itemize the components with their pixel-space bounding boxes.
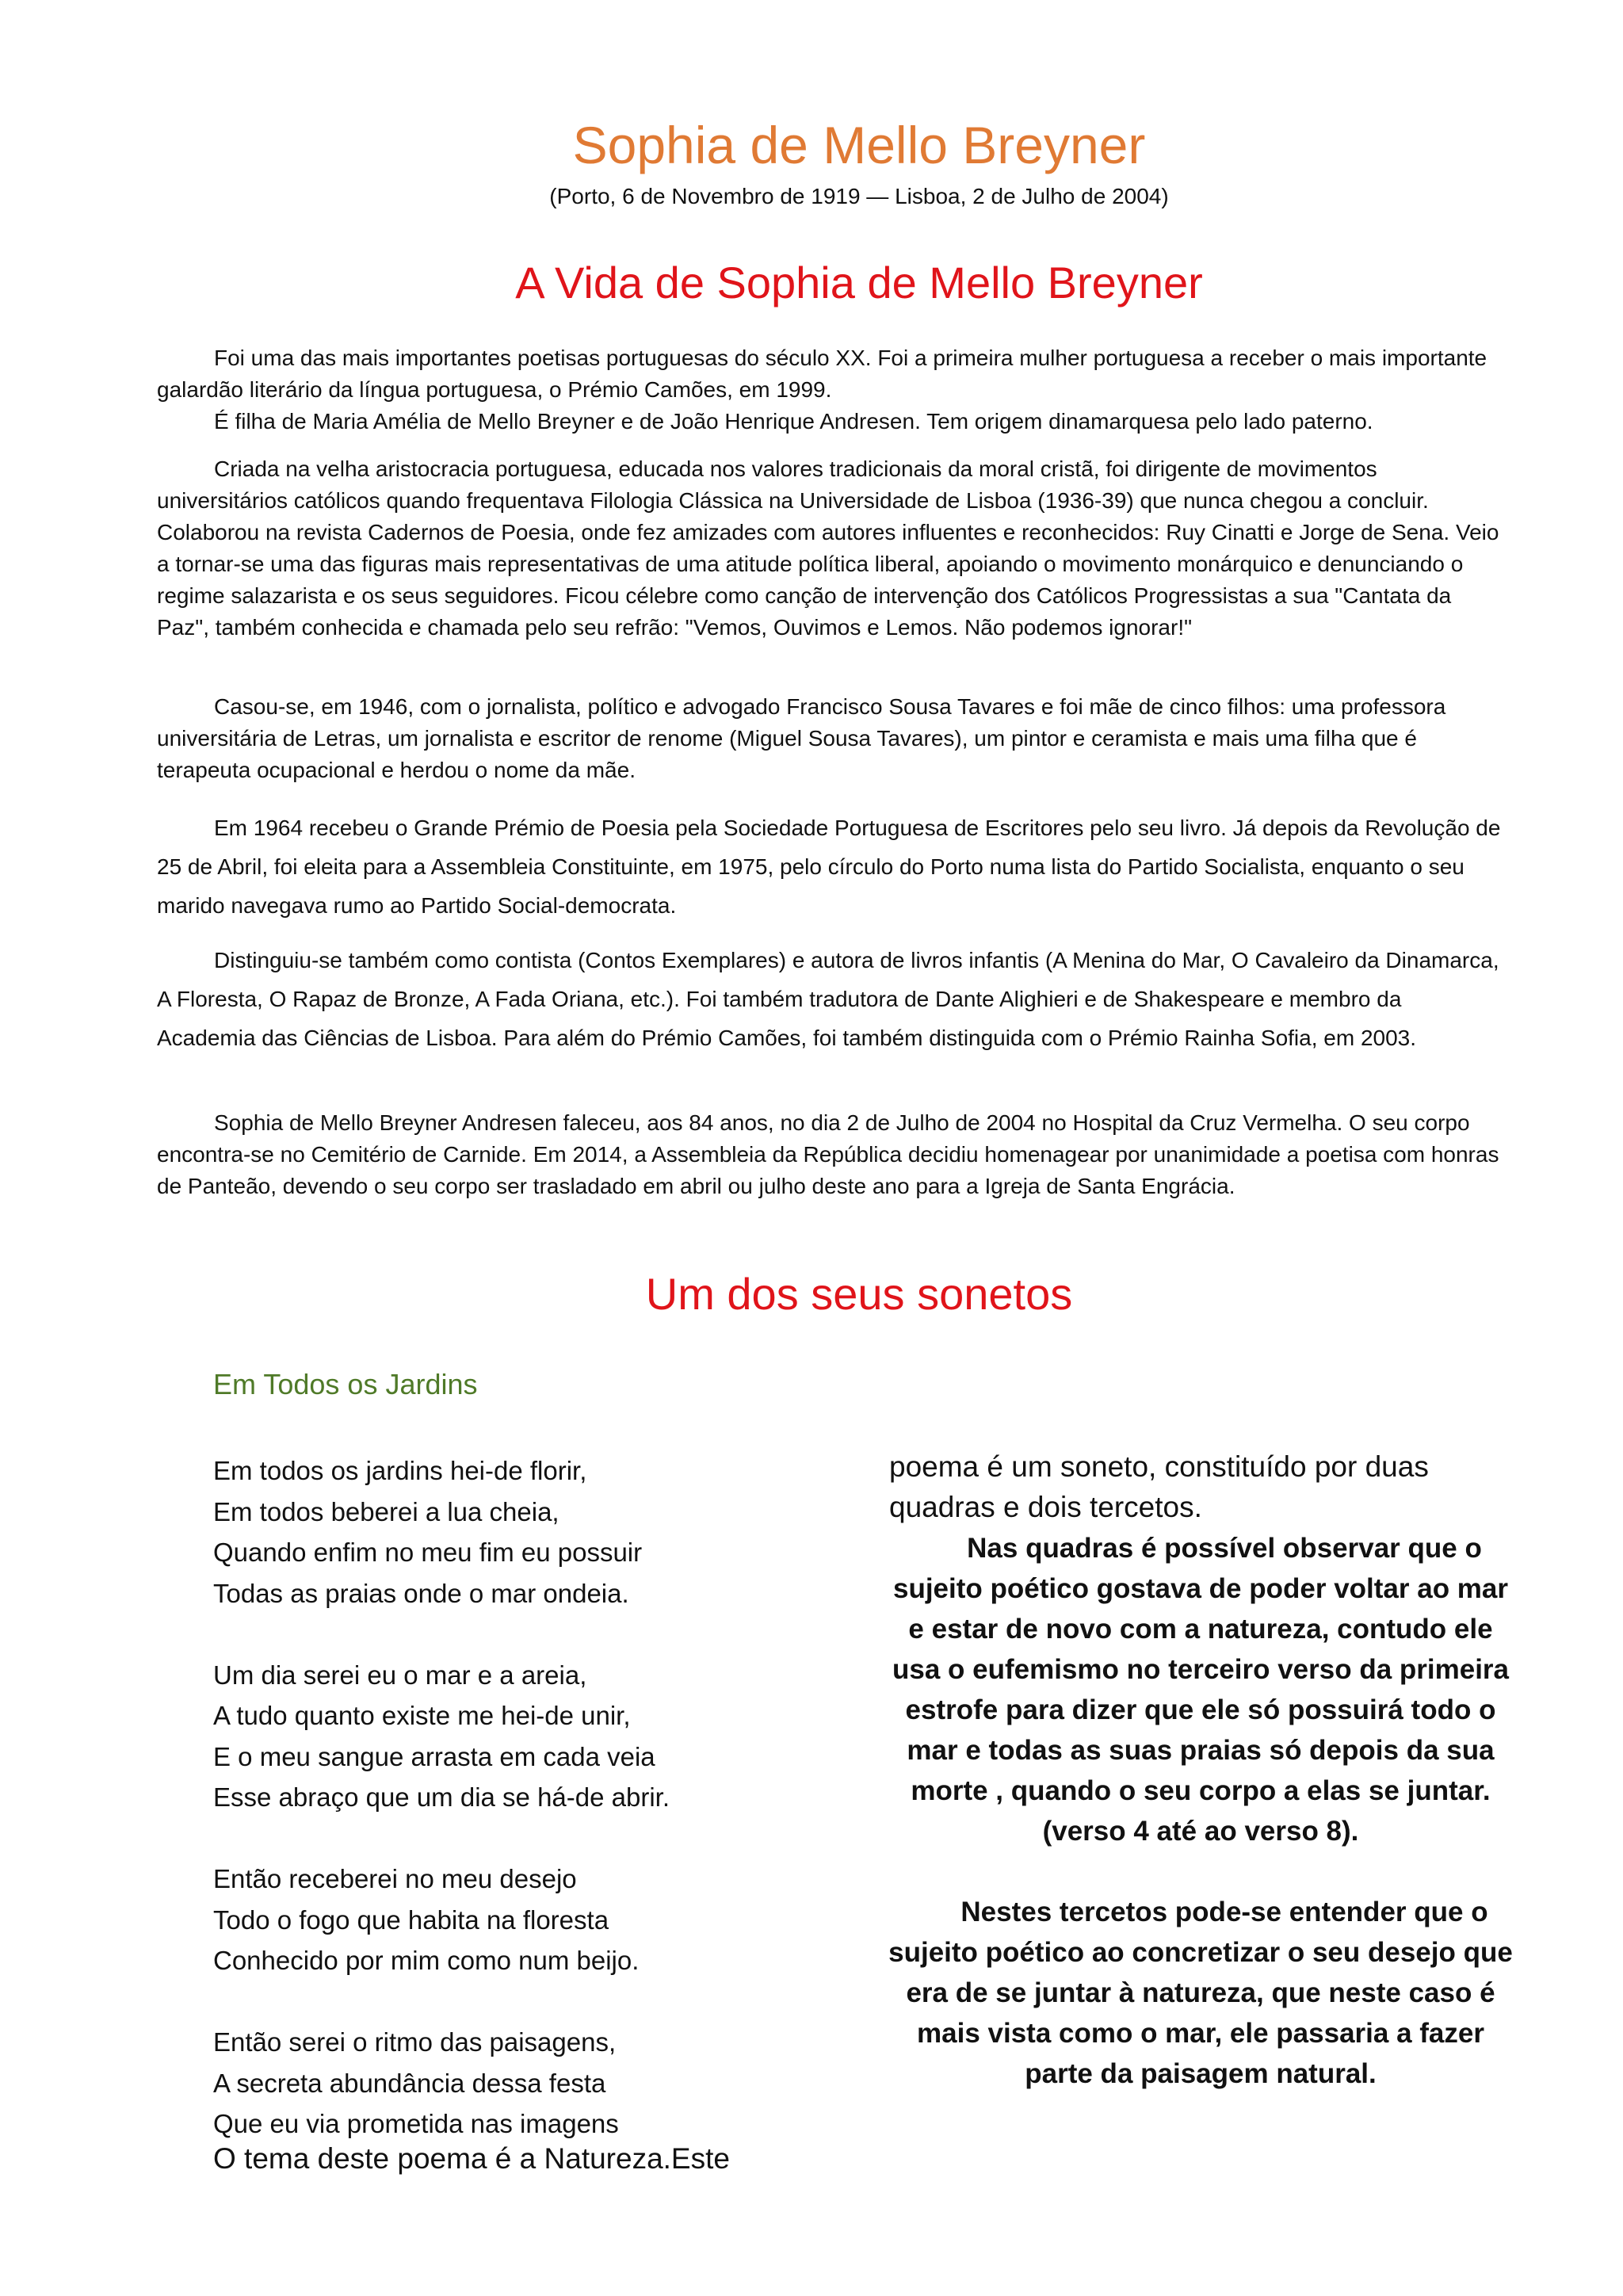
poem-verse: Um dia serei eu o mar e a areia, [213, 1660, 587, 1690]
bio-paragraph: Casou-se, em 1946, com o jornalista, político e advogado Francisco Sousa Tavares e foi mãe de cinco filhos: uma professora universitária de Letras, um jornalista e escritor de renome (Miguel Sousa Tavares), um pintor e ceramista e mais uma filha que é terapeuta ocupacional e herdou o nome da mãe. [157, 694, 1446, 782]
poem-verse: Que eu via prometida nas imagens [213, 2109, 619, 2138]
poem-verse: Em todos os jardins hei-de florir, [213, 1456, 587, 1485]
poem-body [213, 1450, 831, 2145]
bio-paragraph: É filha de Maria Amélia de Mello Breyner e de João Henrique Andresen. Tem origem dinamarquesa pelo lado paterno. [214, 409, 1373, 434]
page-subtitle: (Porto, 6 de Novembro de 1919 — Lisboa, 2 de Julho de 2004) [549, 184, 1169, 208]
poem-verse: A secreta abundância dessa festa [213, 2068, 606, 2098]
bio-paragraph: Distinguiu-se também como contista (Contos Exemplares) e autora de livros infantis (A Menina do Mar, O Cavaleiro da Dinamarca, A Floresta, O Rapaz de Bronze, A Fada Oriana, etc.). Foi também tradutora de Dante Alighieri e de Shakespeare e membro da Academia das Ciências de Lisboa. Para além do Prémio Camões, foi também distinguida com o Prémio Rainha Sofia, em 2003. [157, 948, 1499, 1050]
poem-stanza [213, 1450, 831, 1614]
page-title: Sophia de Mello Breyner [572, 116, 1146, 174]
analysis-intro: poema é um soneto, constituído por duas quadras e dois tercetos. [889, 1450, 1429, 1523]
poem-verse: Conhecido por mim como num beijo. [213, 1946, 640, 1975]
poem-title: Em Todos os Jardins [213, 1368, 478, 1400]
poem-verse: Então receberei no meu desejo [213, 1864, 577, 1893]
poem-stanza [213, 2022, 831, 2145]
poem-verse: Então serei o ritmo das paisagens, [213, 2027, 617, 2057]
analysis-paragraph: Nas quadras é possível observar que o sujeito poético gostava de poder voltar ao mar e estar de novo com a natureza, contudo ele usa o eufemismo no terceiro verso da primeira estrofe para dizer que ele só possuirá todo o mar e todas as suas praias só depois da sua morte , quando o seu corpo a elas se juntar. (verso 4 até ao verso 8). [892, 1533, 1510, 1847]
poem-verse: Em todos beberei a lua cheia, [213, 1496, 559, 1526]
theme-sentence: O tema deste poema é a Natureza.Este [213, 2142, 730, 2175]
poem-verse: Todas as praias onde o mar ondeia. [213, 1578, 629, 1608]
bio-paragraph: Em 1964 recebeu o Grande Prémio de Poesia pela Sociedade Portuguesa de Escritores pelo seu livro. Já depois da Revolução de 25 de Abril, foi eleita para a Assembleia Constituinte, em 1975, pelo círculo do Porto numa lista do Partido Socialista, enquanto o seu marido navegava rumo ao Partido Social-democrata. [157, 816, 1501, 918]
bio-paragraph: Foi uma das mais importantes poetisas portuguesas do século XX. Foi a primeira mulher portuguesa a receber o mais importante galardão literário da língua portuguesa, o Prémio Camões, em 1999. [157, 346, 1487, 402]
poem-verse: Esse abraço que um dia se há-de abrir. [213, 1782, 670, 1812]
poem-stanza [213, 1859, 831, 1981]
section-heading-life: A Vida de Sophia de Mello Breyner [515, 258, 1203, 308]
poem-verse: Todo o fogo que habita na floresta [213, 1904, 609, 1935]
analysis-paragraph: Nestes tercetos pode-se entender que o sujeito poético ao concretizar o seu desejo que era de se juntar à natureza, que neste caso é mais vista como o mar, ele passaria a fazer parte da paisagem natural. [888, 1897, 1513, 2089]
poem-verse: E o meu sangue arrasta em cada veia [213, 1741, 655, 1771]
poem-verse: A tudo quanto existe me hei-de unir, [213, 1701, 631, 1730]
poem-stanza [213, 1655, 831, 1818]
section-heading-sonnet: Um dos seus sonetos [645, 1269, 1073, 1319]
bio-paragraph: Criada na velha aristocracia portuguesa, educada nos valores tradicionais da moral cristã, foi dirigente de movimentos universitários católicos quando frequentava Filologia Clássica na Universidade de Lisboa (1936-39) que nunca chegou a concluir. Colaborou na revista Cadernos de Poesia, onde fez amizades com autores influentes e reconhecidos: Ruy Cinatti e Jorge de Sena. Veio a tornar-se uma das figuras mais representativas de uma atitude política liberal, apoiando o movimento monárquico e denunciando o regime salazarista e os seus seguidores. Ficou célebre como canção de intervenção dos Católicos Progressistas a sua "Cantata da Paz", também conhecida e chamada pelo seu refrão: "Vemos, Ouvimos e Lemos. Não podemos ignorar!" [157, 457, 1499, 640]
poem-verse: Quando enfim no meu fim eu possuir [213, 1538, 643, 1567]
bio-paragraph: Sophia de Mello Breyner Andresen faleceu, aos 84 anos, no dia 2 de Julho de 2004 no Hospital da Cruz Vermelha. O seu corpo encontra-se no Cemitério de Carnide. Em 2014, a Assembleia da República decidiu homenagear por unanimidade a poetisa com honras de Panteão, devendo o seu corpo ser trasladado em abril ou julho deste ano para a Igreja de Santa Engrácia. [157, 1110, 1499, 1198]
